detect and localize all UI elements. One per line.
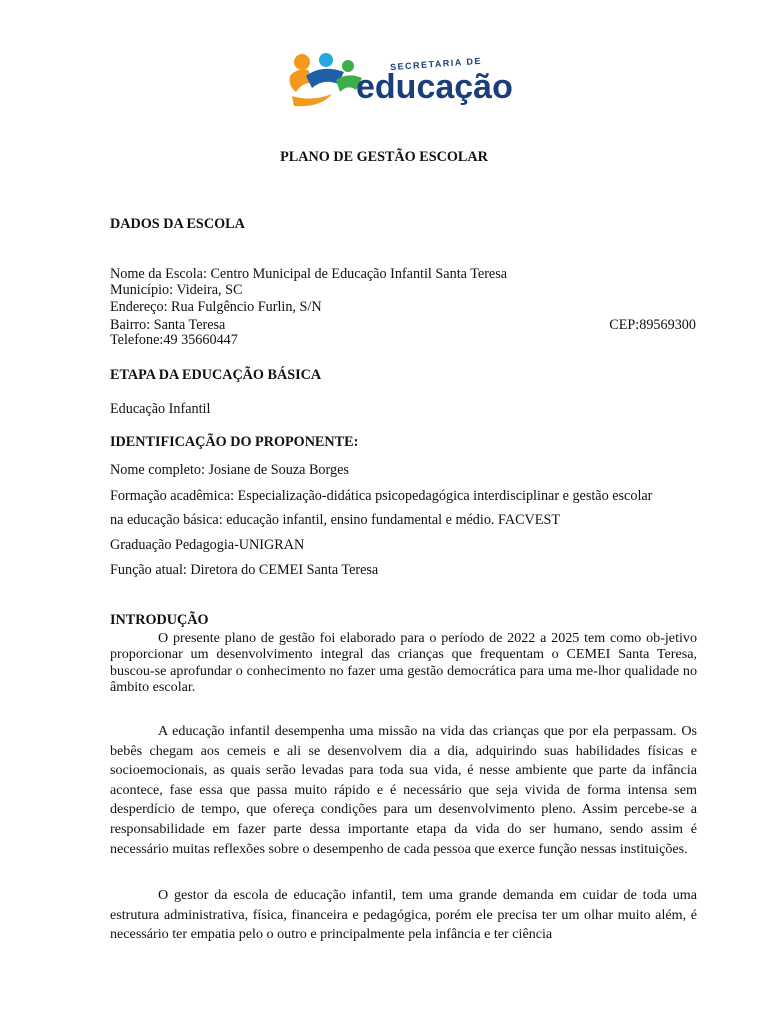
education-stage-heading: ETAPA DA EDUCAÇÃO BÁSICA (110, 367, 322, 383)
introduction-paragraph-1: O presente plano de gestão foi elaborado para o período de 2022 a 2025 tem como ob-jetivo proporcionar um desenvolvimento integral das crianças que frequentam o CEMEI Santa Teresa, buscou-se aprofundar o conhecimento no fazer uma gestão democrática para uma me-lhor qualidade no âmbito escolar. (110, 630, 697, 695)
cep-value: CEP:89569300 (609, 317, 696, 333)
graduation-line: Graduação Pedagogia-UNIGRAN (110, 537, 305, 553)
formation-line-2: na educação básica: educação infantil, ensino fundamental e médio. FACVEST (110, 512, 561, 528)
full-name-line: Nome completo: Josiane de Souza Borges (110, 462, 349, 478)
logo-orange-swoosh (292, 94, 332, 106)
logo-green-head (342, 60, 354, 72)
school-name-line: Nome da Escola: Centro Municipal de Educação Infantil Santa Teresa (110, 266, 508, 282)
municipality-line: Município: Videira, SC (110, 282, 243, 298)
address-line: Endereço: Rua Fulgêncio Furlin, S/N (110, 299, 322, 315)
logo-figures-icon (290, 53, 362, 106)
formation-line-1: Formação acadêmica: Especialização-didática psicopedagógica interdisciplinar e gestão escolar (110, 488, 653, 504)
secretaria-educacao-logo (286, 50, 522, 112)
phone-line: Telefone:49 35660447 (110, 332, 238, 348)
neighborhood-line: Bairro: Santa Teresa (110, 317, 226, 333)
education-stage-value: Educação Infantil (110, 401, 211, 417)
introduction-paragraph-2: A educação infantil desempenha uma missão na vida das crianças que por ela perpassam. Os bebês chegam aos cemeis e ali se desenvolvem dia a dia, adquirindo suas habilidades físicas e socioemocionais, as quais serão levadas para toda sua vida, é nesse ambiente que parte da infância acontece, fase essa que passa muito rápido e é necessário que seja vivida de forma intensa sem desperdício de tempo, que ofereça condições para um desenvolvimento pleno. Assim percebe-se a responsabilidade em fazer parte dessa importante etapa da vida do ser humano, sendo assim é necessário muitas reflexões sobre o desempenho de cada pessoa que exerce função nessas instituições. (110, 723, 697, 857)
current-role-line: Função atual: Diretora do CEMEI Santa Teresa (110, 562, 379, 578)
logo-blue-head (319, 53, 333, 67)
logo-main-text: educação (356, 68, 513, 106)
school-data-heading: DADOS DA ESCOLA (110, 216, 245, 232)
proponent-heading: IDENTIFICAÇÃO DO PROPONENTE: (110, 434, 359, 450)
introduction-heading: INTRODUÇÃO (110, 612, 209, 628)
logo-orange-head (294, 54, 310, 70)
logo-top-text: SECRETARIA DE (389, 55, 483, 73)
introduction-paragraph-3: O gestor da escola de educação infantil, tem uma grande demanda em cuidar de toda uma estrutura administrativa, física, financeira e pedagógica, porém ele precisa ter um olhar muito além, é necessário ter empatia pelo o outro e principalmente pela infância e ter ciência (110, 887, 697, 943)
document-title: PLANO DE GESTÃO ESCOLAR (280, 149, 488, 165)
